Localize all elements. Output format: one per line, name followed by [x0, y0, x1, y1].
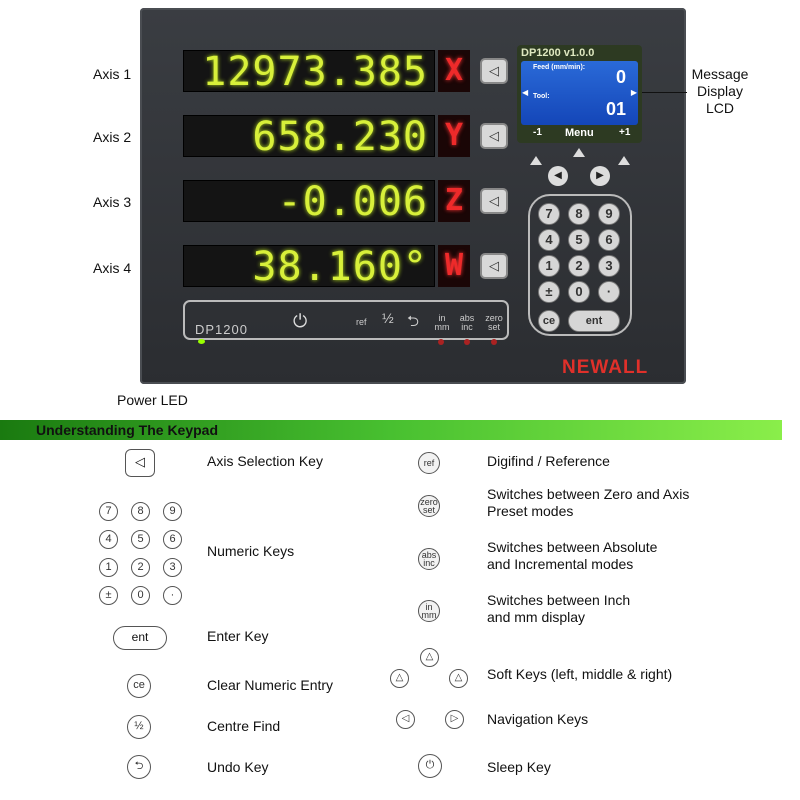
numeric-key-icon: 7	[99, 502, 118, 521]
ent-icon: ent	[113, 626, 167, 650]
zero-set-button[interactable]	[484, 314, 504, 332]
tool-value: 01	[605, 99, 626, 119]
axis3-select-button[interactable]: ◁	[480, 188, 508, 214]
abs-label: abs	[459, 313, 475, 323]
numeric-key-icon: ±	[99, 586, 118, 605]
tool-label: Tool:	[533, 93, 550, 100]
power-led-callout: Power LED	[117, 392, 188, 408]
axis2-select-button[interactable]: ◁	[480, 123, 508, 149]
legend-label: Switches between Zero and Axis Preset modes	[487, 486, 690, 519]
sleep-icon: ⏻	[418, 754, 442, 778]
axis1-callout: Axis 1	[93, 66, 132, 82]
nav-right-icon: ▷	[445, 710, 464, 729]
right-arrow-icon: ▶	[630, 88, 637, 97]
abs-inc-button[interactable]	[458, 314, 476, 332]
key-11[interactable]: ·	[598, 281, 620, 303]
axis2-display: 658.230	[183, 115, 435, 157]
abs-inc-icon: abs inc	[418, 548, 440, 570]
soft-middle-label: Menu	[565, 127, 594, 139]
in-mm-button[interactable]	[434, 314, 450, 332]
key-1[interactable]: 8	[568, 203, 590, 225]
legend-label: Enter Key	[207, 628, 269, 644]
legend-label: Digifind / Reference	[487, 453, 610, 469]
legend-label: Undo Key	[207, 759, 269, 775]
numeric-key-icon: ·	[163, 586, 182, 605]
ce-button[interactable]: ce	[538, 310, 560, 332]
in-mm-icon: in mm	[418, 600, 440, 622]
centre-find-button[interactable]: ½	[382, 310, 394, 326]
half-icon: ½	[127, 715, 151, 739]
axis2-callout: Axis 2	[93, 129, 132, 145]
section-title: Understanding The Keypad	[36, 422, 219, 438]
key-7[interactable]: 2	[568, 255, 590, 277]
key-9[interactable]: ±	[538, 281, 560, 303]
axis3-callout: Axis 3	[93, 194, 132, 210]
lcd-callout: Message Display LCD	[691, 66, 749, 116]
ent-button[interactable]: ent	[568, 310, 620, 332]
lcd-title: DP1200 v1.0.0	[521, 47, 595, 59]
key-4[interactable]: 5	[568, 229, 590, 251]
section-header	[0, 420, 782, 440]
key-3[interactable]: 4	[538, 229, 560, 251]
left-arrow-icon: ◀	[522, 88, 529, 97]
key-10[interactable]: 0	[568, 281, 590, 303]
ref-button[interactable]: ref	[356, 317, 367, 327]
message-lcd	[517, 45, 642, 143]
undo-button[interactable]: ⮌	[407, 313, 420, 330]
nav-right-button[interactable]: ▶	[590, 166, 610, 186]
soft-key-left[interactable]	[530, 156, 542, 165]
legend-label: Clear Numeric Entry	[207, 677, 334, 693]
lcd-screen	[521, 61, 638, 125]
axis4-select-button[interactable]: ◁	[480, 253, 508, 279]
axis1-display: 12973.385	[183, 50, 435, 92]
set-label: set	[487, 322, 500, 332]
nav-left-icon: ◁	[396, 710, 415, 729]
undo-icon: ⮌	[127, 755, 151, 779]
axis-select-icon: ◁	[125, 449, 155, 477]
axis1-letter: X	[438, 50, 470, 92]
power-led	[198, 339, 205, 344]
soft-key-middle[interactable]	[573, 148, 585, 157]
model-label: DP1200	[195, 322, 248, 337]
legend-label: Numeric Keys	[207, 543, 295, 559]
axis4-letter: W	[438, 245, 470, 287]
numeric-key-icon: 4	[99, 530, 118, 549]
ref-icon: ref	[418, 452, 440, 474]
mm-label: mm	[434, 322, 450, 332]
numeric-key-icon: 8	[131, 502, 150, 521]
soft-key-left-icon: △	[390, 669, 409, 688]
soft-key-right[interactable]	[618, 156, 630, 165]
numeric-key-icon: 2	[131, 558, 150, 577]
key-2[interactable]: 9	[598, 203, 620, 225]
feed-value: 0	[615, 67, 626, 87]
numeric-key-icon: 5	[131, 530, 150, 549]
legend-label: Axis Selection Key	[207, 453, 323, 469]
in-mm-led	[438, 339, 444, 345]
soft-right-label: +1	[619, 127, 631, 138]
axis1-select-button[interactable]: ◁	[480, 58, 508, 84]
power-button[interactable]: ⏻	[293, 311, 308, 331]
nav-left-button[interactable]: ◀	[548, 166, 568, 186]
legend-label: Switches between Inch and mm display	[487, 592, 631, 625]
in-label: in	[438, 313, 446, 323]
key-5[interactable]: 6	[598, 229, 620, 251]
ce-icon: ce	[127, 674, 151, 698]
soft-key-middle-icon: △	[420, 648, 439, 667]
axis3-letter: Z	[438, 180, 470, 222]
zero-set-icon: zero set	[418, 495, 440, 517]
legend-label: Navigation Keys	[487, 711, 589, 727]
legend-label: Centre Find	[207, 718, 281, 734]
axis3-display: -0.006	[183, 180, 435, 222]
numeric-key-icon: 6	[163, 530, 182, 549]
legend-label: Sleep Key	[487, 759, 551, 775]
numeric-key-icon: 9	[163, 502, 182, 521]
abs-inc-led	[464, 339, 470, 345]
brand-logo: NEWALL	[562, 357, 649, 378]
numeric-key-icon: 1	[99, 558, 118, 577]
axis4-callout: Axis 4	[93, 260, 132, 276]
axis4-display: 38.160°	[183, 245, 435, 287]
numeric-key-icon: 0	[131, 586, 150, 605]
axis2-letter: Y	[438, 115, 470, 157]
legend-label: Soft Keys (left, middle & right)	[487, 666, 673, 682]
soft-key-right-icon: △	[449, 669, 468, 688]
feed-label: Feed (mm/min):	[533, 64, 586, 71]
numeric-key-icon: 3	[163, 558, 182, 577]
key-8[interactable]: 3	[598, 255, 620, 277]
key-0[interactable]: 7	[538, 203, 560, 225]
zero-set-led	[491, 339, 497, 345]
soft-left-label: -1	[533, 127, 542, 138]
inc-label: inc	[461, 322, 473, 332]
key-6[interactable]: 1	[538, 255, 560, 277]
legend-label: Switches between Absolute and Incremental modes	[487, 539, 658, 572]
zero-label: zero	[485, 313, 503, 323]
callout-line	[642, 92, 687, 93]
